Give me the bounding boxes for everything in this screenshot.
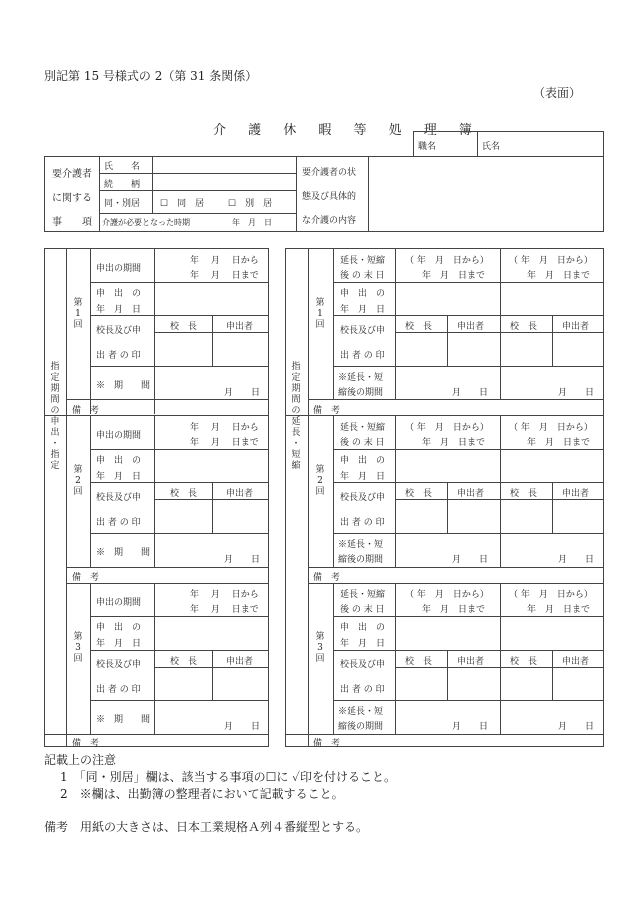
left-applicant-label: 申出者 [226, 657, 254, 667]
left-to-date: 年 月 日まで [190, 438, 259, 448]
right-apply-date-label: 申 出 の [340, 623, 386, 633]
care-recipient-label-3: 事 項 [52, 217, 92, 228]
right-from-a: （ 年 月 日から） [405, 256, 489, 266]
right-remarks-label: 備 考 [313, 406, 341, 416]
right-seal-label-2: 出 者 の 印 [340, 351, 385, 361]
left-remarks-label: 備 考 [72, 739, 100, 749]
left-apply-date-label: 申 出 の [96, 456, 142, 466]
left-seal-label: 校長及び申 [96, 660, 142, 670]
right-remarks-label: 備 考 [313, 739, 341, 749]
left-term-label: ※ 期 間 [96, 715, 151, 725]
right-end-label-2: 後 の 末 日 [340, 605, 385, 615]
right-period-value-a: 月 日 [452, 722, 489, 732]
left-applicant-label: 申出者 [226, 322, 254, 332]
right-applicant-a: 申出者 [457, 322, 485, 332]
right-period-label: ※延長・短 [338, 373, 384, 383]
right-from-b: （ 年 月 日から） [509, 590, 593, 600]
right-seal-label: 校長及び申 [340, 326, 386, 336]
state-label-3: な介護の内容 [302, 216, 357, 226]
left-apply-date-label: 申 出 の [96, 623, 142, 633]
notes-heading: 記載上の注意 [44, 753, 117, 767]
right-to-b: 年 月 日まで [527, 438, 591, 448]
right-end-label-2: 後 の 末 日 [340, 438, 385, 448]
left-from-date: 年 月 日から [190, 423, 259, 433]
left-from-date: 年 月 日から [190, 256, 259, 266]
right-from-a: （ 年 月 日から） [405, 590, 489, 600]
left-remarks-label: 備 考 [72, 573, 100, 583]
left-period-label: 申出の期間 [96, 264, 142, 274]
left-seal-label-2: 出 者 の 印 [96, 351, 141, 361]
right-principal-b: 校 長 [510, 657, 538, 667]
note-item-1: 1 「同・別居」欄は、該当する事項の☐に ✓印を付けること。 [60, 770, 396, 784]
left-from-date: 年 月 日から [190, 590, 259, 600]
right-period-label-2: 縮後の期間 [338, 555, 384, 565]
recipient-name-label: 氏 名 [104, 162, 141, 172]
right-outer-label: 指 定 期 間 の 延 長 ・ 短 縮 [291, 362, 301, 471]
state-label-2: 態及び具体的 [302, 192, 357, 202]
right-round-3: 第 3 回 [315, 632, 325, 664]
right-period-value-a: 月 日 [452, 388, 489, 398]
right-to-a: 年 月 日まで [422, 438, 486, 448]
left-term-value: 月 日 [224, 555, 261, 565]
note-item-2: 2 ※欄は、出勤簿の整理者において記載すること。 [60, 787, 344, 801]
left-apply-date-label-2: 年 月 日 [96, 639, 142, 649]
right-period-label-2: 縮後の期間 [338, 388, 384, 398]
right-end-label: 延長・短縮 [340, 590, 386, 600]
right-applicant-a: 申出者 [457, 657, 485, 667]
left-apply-date-label-2: 年 月 日 [96, 472, 142, 482]
right-principal-b: 校 長 [510, 322, 538, 332]
left-term-label: ※ 期 間 [96, 381, 151, 391]
left-seal-label: 校長及び申 [96, 493, 142, 503]
left-term-value: 月 日 [224, 388, 261, 398]
right-round-1: 第 1 回 [315, 298, 325, 330]
left-term-label: ※ 期 間 [96, 548, 151, 558]
right-period-value-b: 月 日 [558, 388, 595, 398]
left-principal-label: 校 長 [170, 657, 198, 667]
left-seal-label-2: 出 者 の 印 [96, 518, 141, 528]
left-round-1: 第 1 回 [73, 298, 83, 330]
state-label-1: 要介護者の状 [302, 168, 357, 178]
care-recipient-label-2: に関する [52, 193, 92, 204]
right-period-value-b: 月 日 [558, 722, 595, 732]
care-start-label: 介護が必要となった時期 [102, 218, 190, 227]
right-end-label: 延長・短縮 [340, 423, 386, 433]
right-applicant-b: 申出者 [562, 657, 590, 667]
side-label: （表面） [533, 86, 582, 100]
living-together-checkbox[interactable]: ☐ 同 居 [160, 199, 205, 209]
right-period-label: ※延長・短 [338, 540, 384, 550]
right-apply-date-label-2: 年 月 日 [340, 305, 386, 315]
right-apply-date-label: 申 出 の [340, 456, 386, 466]
relation-label: 続 柄 [104, 180, 141, 190]
left-round-2: 第 2 回 [73, 465, 83, 497]
right-to-b: 年 月 日まで [527, 271, 591, 281]
care-start-date: 年 月 日 [232, 218, 272, 227]
left-apply-date-label-2: 年 月 日 [96, 305, 142, 315]
right-seal-label-2: 出 者 の 印 [340, 685, 385, 695]
right-applicant-b: 申出者 [562, 322, 590, 332]
right-principal-a: 校 長 [405, 322, 433, 332]
right-period-label-2: 縮後の期間 [338, 722, 384, 732]
right-apply-date-label-2: 年 月 日 [340, 639, 386, 649]
right-end-label-2: 後 の 末 日 [340, 271, 385, 281]
left-applicant-label: 申出者 [226, 489, 254, 499]
form-number: 別記第 15 号様式の 2（第 31 条関係） [44, 69, 258, 83]
right-to-a: 年 月 日まで [422, 271, 486, 281]
right-period-value-b: 月 日 [558, 555, 595, 565]
right-period-value-a: 月 日 [452, 555, 489, 565]
right-from-a: （ 年 月 日から） [405, 423, 489, 433]
left-period-label: 申出の期間 [96, 431, 142, 441]
left-outer-label: 指 定 期 間 の 申 出 ・ 指 定 [50, 362, 60, 471]
right-from-b: （ 年 月 日から） [509, 256, 593, 266]
right-seal-label: 校長及び申 [340, 660, 386, 670]
right-apply-date-label: 申 出 の [340, 289, 386, 299]
left-seal-label: 校長及び申 [96, 326, 142, 336]
left-round-3: 第 3 回 [73, 632, 83, 664]
right-applicant-a: 申出者 [457, 489, 485, 499]
staff-name-label: 氏名 [482, 142, 501, 152]
right-applicant-b: 申出者 [562, 489, 590, 499]
left-seal-label-2: 出 者 の 印 [96, 685, 141, 695]
left-to-date: 年 月 日まで [190, 605, 259, 615]
remark-paper-size: 備考 用紙の大きさは、日本工業規格Ａ列４番縦型とする。 [44, 820, 369, 834]
page-title: 介 護 休 暇 等 処 理 簿 [213, 123, 481, 138]
right-seal-label: 校長及び申 [340, 493, 386, 503]
right-end-label: 延長・短縮 [340, 256, 386, 266]
living-separate-checkbox[interactable]: ☐ 別 居 [228, 199, 273, 209]
living-label: 同・別居 [104, 199, 141, 209]
right-principal-b: 校 長 [510, 489, 538, 499]
left-to-date: 年 月 日まで [190, 271, 259, 281]
right-from-b: （ 年 月 日から） [509, 423, 593, 433]
job-title-label: 職名 [418, 142, 437, 152]
staff-info-box [413, 131, 604, 157]
right-seal-label-2: 出 者 の 印 [340, 518, 385, 528]
left-principal-label: 校 長 [170, 489, 198, 499]
right-round-2: 第 2 回 [315, 465, 325, 497]
left-remarks-label: 備 考 [72, 406, 100, 416]
right-apply-date-label-2: 年 月 日 [340, 472, 386, 482]
right-to-a: 年 月 日まで [422, 605, 486, 615]
right-principal-a: 校 長 [405, 489, 433, 499]
right-to-b: 年 月 日まで [527, 605, 591, 615]
left-period-label: 申出の期間 [96, 598, 142, 608]
care-recipient-label-1: 要介護者 [52, 169, 92, 180]
left-principal-label: 校 長 [170, 322, 198, 332]
right-remarks-label: 備 考 [313, 573, 341, 583]
right-period-label: ※延長・短 [338, 707, 384, 717]
left-apply-date-label: 申 出 の [96, 289, 142, 299]
left-term-value: 月 日 [224, 722, 261, 732]
right-principal-a: 校 長 [405, 657, 433, 667]
